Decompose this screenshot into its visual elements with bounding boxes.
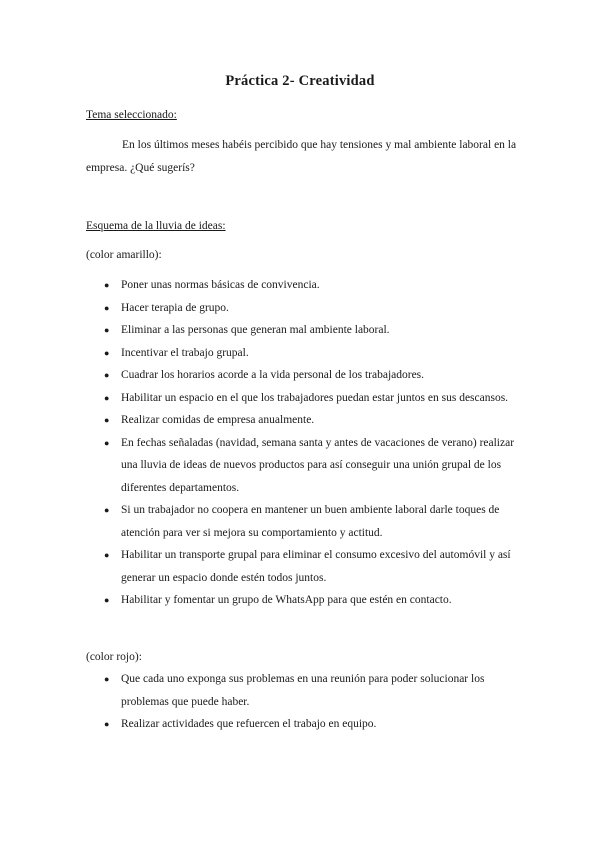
list-item-text: En fechas señaladas (navidad, semana santa y antes de vacaciones de verano) realizar una lluvia de ideas de nuevos productos para así conseguir una unión grupal de los diferentes departamentos. <box>121 436 515 494</box>
list-item-text: Incentivar el trabajo grupal. <box>121 346 249 359</box>
list-item-text: Habilitar un espacio en el que los trabajadores puedan estar juntos en sus descansos. <box>121 391 509 404</box>
bullet-icon: ● <box>104 437 110 448</box>
list-item-text: Habilitar un transporte grupal para eliminar el consumo excesivo del automóvil y así generar un espacio donde estén todos juntos. <box>121 549 511 584</box>
list-item-text: Poner unas normas básicas de convivencia. <box>121 279 320 291</box>
list-item-text: Habilitar y fomentar un grupo de WhatsApp para que estén en contacto. <box>121 594 452 606</box>
list-item <box>0 342 516 365</box>
list-item-text: Realizar comidas de empresa anualmente. <box>121 414 315 426</box>
list-item-text: Cuadrar los horarios acorde a la vida personal de los trabajadores. <box>121 369 425 381</box>
list-item <box>0 589 516 612</box>
topic-text: En los últimos meses habéis percibido que hay tensiones y mal ambiente laboral en la empresa. ¿Qué sugerís? <box>86 139 517 174</box>
list-item <box>0 668 516 713</box>
list-item <box>0 297 516 320</box>
bullet-icon: ● <box>104 595 110 605</box>
list-item-text: Hacer terapia de grupo. <box>121 301 229 314</box>
red-color-label: (color rojo): <box>86 651 142 663</box>
yellow-ideas-list <box>0 274 600 612</box>
bullet-icon: ● <box>104 302 110 313</box>
list-item <box>0 274 516 297</box>
list-item <box>0 364 516 387</box>
list-item-text: Que cada uno exponga sus problemas en una reunión para poder solucionar los problemas que puede haber. <box>121 673 485 708</box>
list-item-text: Realizar actividades que refuercen el trabajo en equipo. <box>121 718 377 730</box>
list-item <box>0 387 516 410</box>
bullet-icon: ● <box>104 392 110 403</box>
bullet-icon: ● <box>104 505 110 515</box>
list-item <box>0 713 516 736</box>
page-title: Práctica 2- Creatividad <box>225 73 375 89</box>
bullet-icon: ● <box>104 370 110 380</box>
scheme-heading: Esquema de la lluvia de ideas: <box>86 220 226 232</box>
list-item-text: Eliminar a las personas que generan mal ambiente laboral. <box>121 324 390 336</box>
list-item-text: Si un trabajador no coopera en mantener un buen ambiente laboral darle toques de atención para ver si mejora su comportamiento y actitud. <box>121 504 500 539</box>
bullet-icon: ● <box>104 347 110 358</box>
bullet-icon: ● <box>104 674 110 684</box>
list-item <box>0 319 516 342</box>
bullet-icon: ● <box>104 719 110 729</box>
yellow-color-label: (color amarillo): <box>86 249 162 261</box>
red-ideas-list <box>0 668 600 736</box>
bullet-icon: ● <box>104 550 110 560</box>
list-item <box>0 409 516 432</box>
list-item <box>0 432 516 500</box>
list-item <box>0 544 516 589</box>
bullet-icon: ● <box>104 325 110 335</box>
bullet-icon: ● <box>104 280 110 290</box>
topic-heading: Tema seleccionado: <box>86 109 177 121</box>
list-item <box>0 499 516 544</box>
bullet-icon: ● <box>104 415 110 425</box>
topic-paragraph <box>86 134 518 180</box>
